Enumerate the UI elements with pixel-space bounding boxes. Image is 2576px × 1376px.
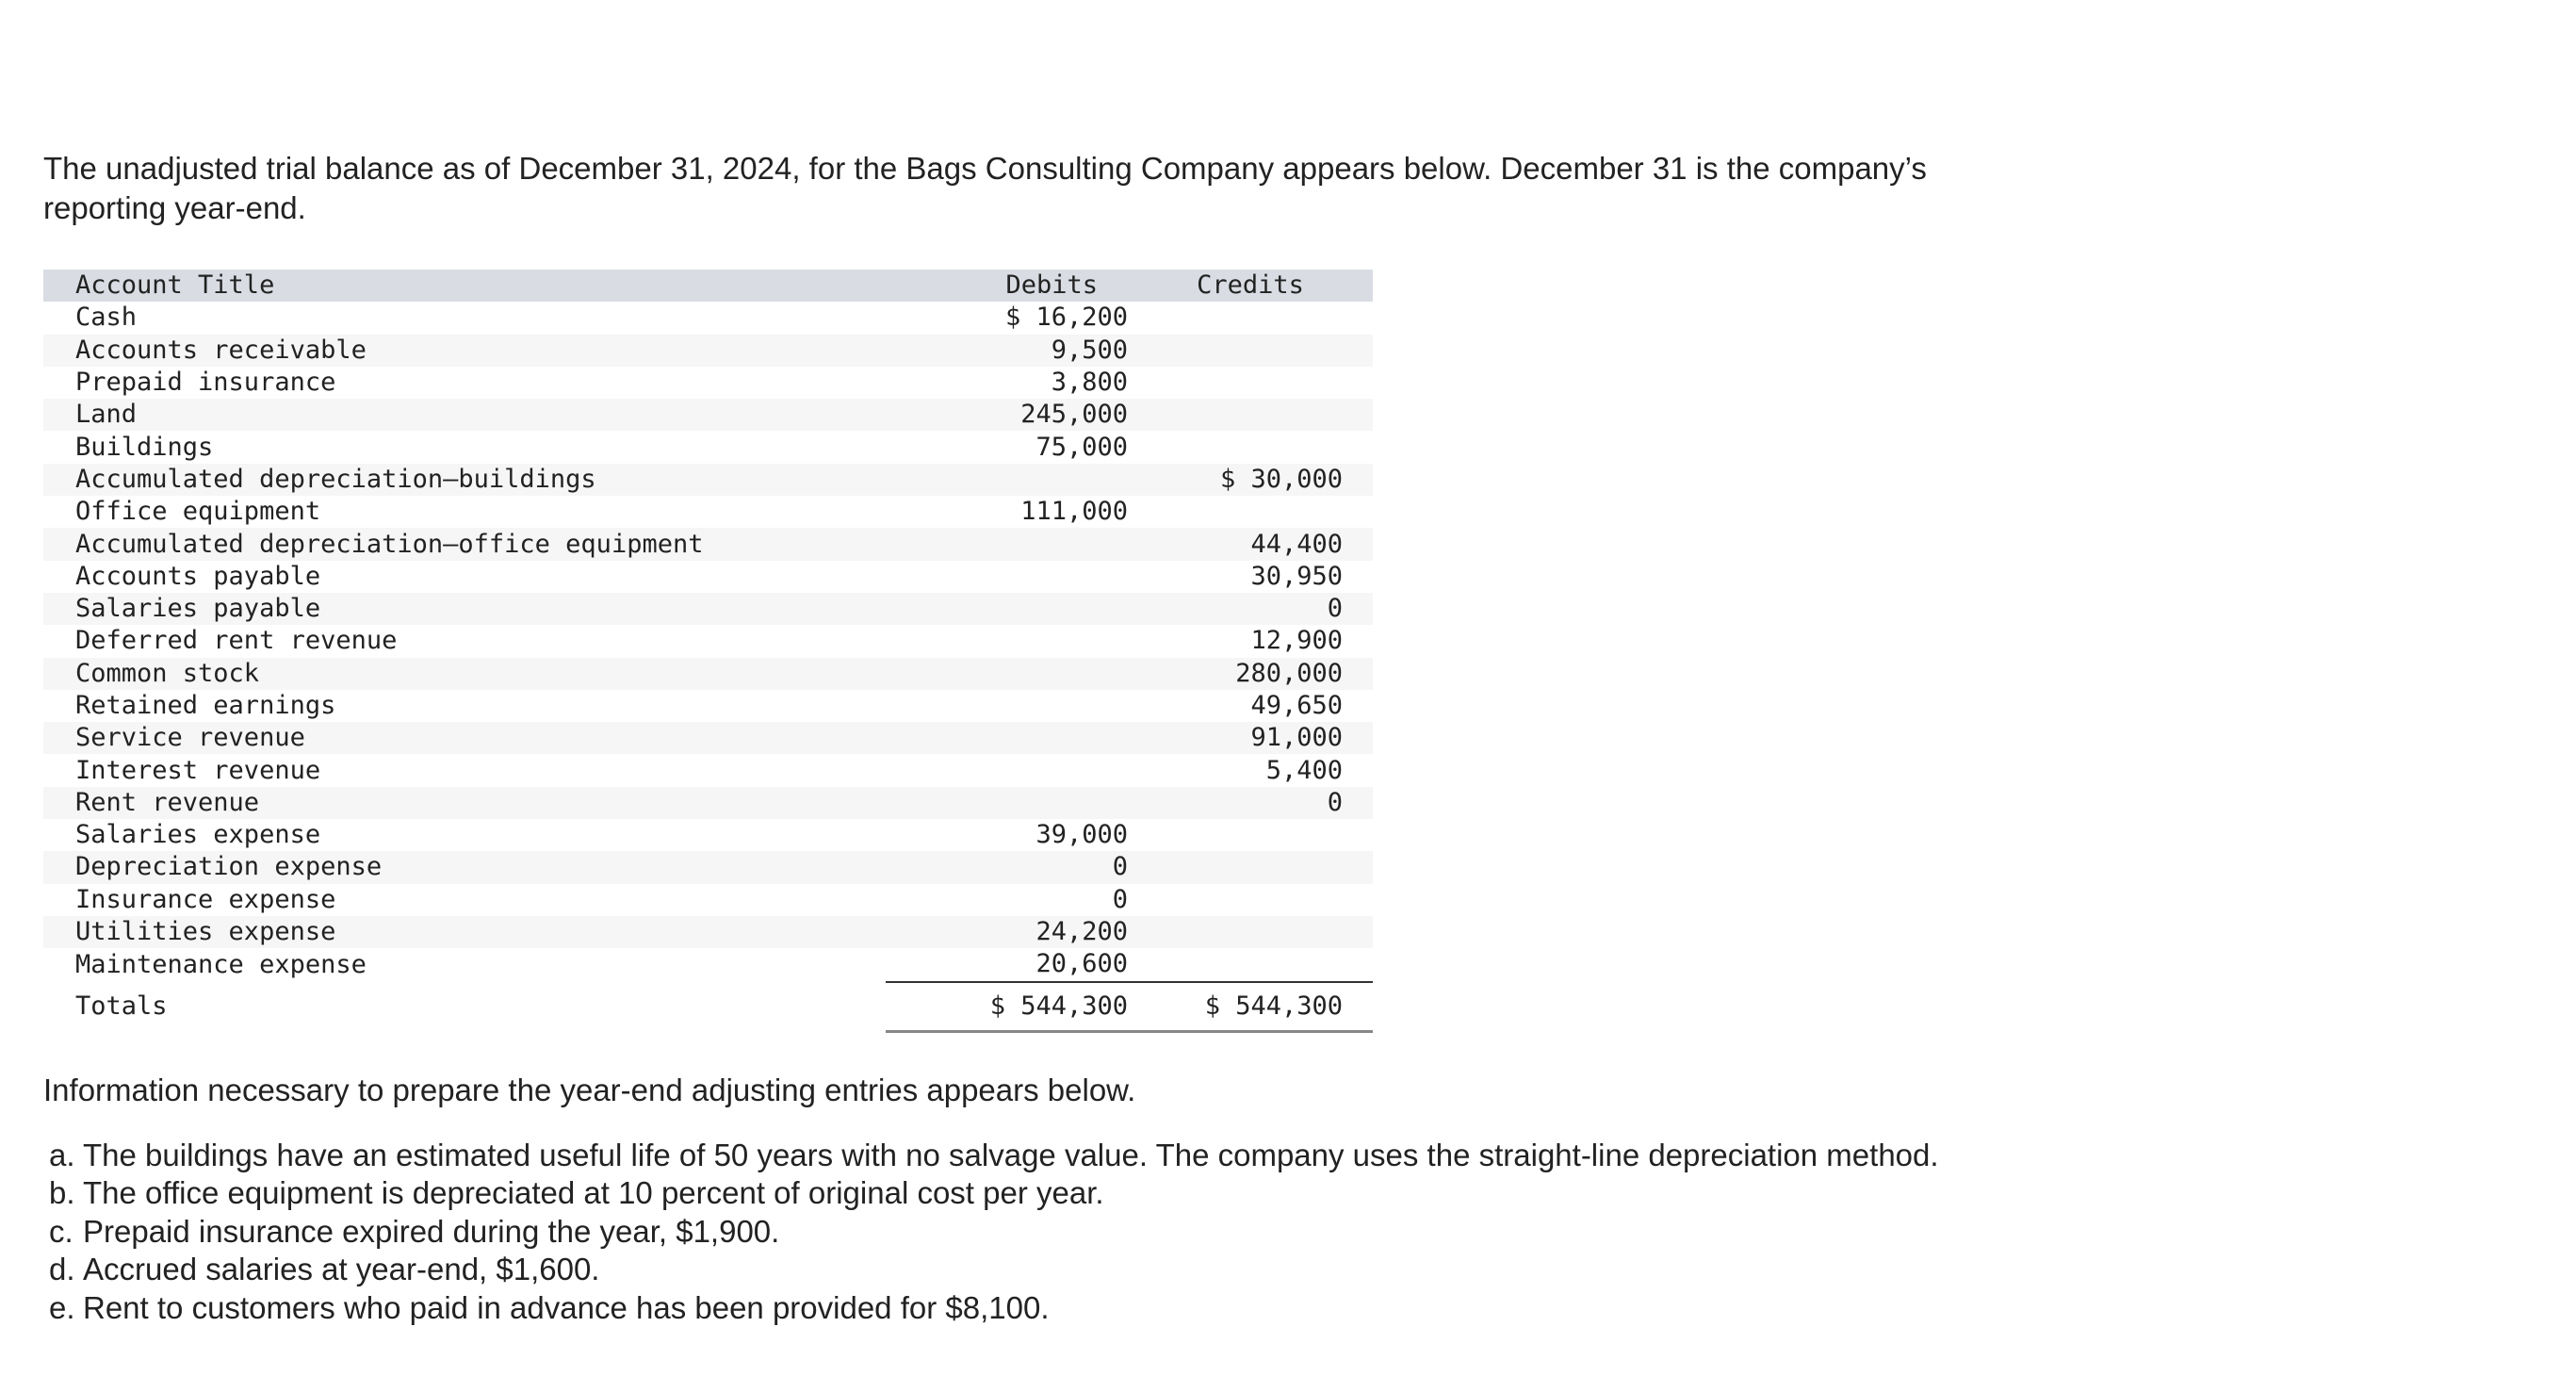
totals-debit: $ 544,300 [886, 982, 1128, 1032]
table-header-row [43, 270, 1373, 302]
list-item-text: Rent to customers who paid in advance has been provided for $8,100. [83, 1289, 1050, 1325]
list-item-letter: a. [49, 1137, 75, 1172]
credit-cell: 5,400 [1265, 755, 1343, 785]
credit-cell: 91,000 [1250, 723, 1343, 753]
debit-cell [886, 658, 1128, 690]
account-cell: Office equipment [75, 497, 321, 527]
credit-cell: 12,900 [1250, 626, 1343, 656]
table-row [43, 496, 1373, 528]
list-item [43, 1137, 2022, 1175]
account-cell: Cash [75, 303, 138, 333]
credit-cell: 280,000 [1235, 658, 1343, 688]
list-item-text: The office equipment is depreciated at 10 percent of original cost per year. [83, 1175, 1104, 1211]
intro-paragraph: The unadjusted trial balance as of December 31, 2024, for the Bags Consulting Company appears below. December 31 is the company’s reporting year-end. [43, 151, 1927, 225]
table-row [43, 819, 1373, 851]
credit-cell: 49,650 [1250, 691, 1343, 720]
debit-cell: 24,200 [1035, 917, 1128, 947]
table-row [43, 302, 1373, 334]
credit-cell [1128, 948, 1373, 981]
list-item-letter: b. [49, 1175, 75, 1211]
table-row [43, 593, 1373, 625]
list-item-letter: c. [49, 1213, 73, 1249]
account-cell: Interest revenue [75, 755, 321, 785]
list-item [43, 1213, 2022, 1252]
debit-cell: $ 16,200 [1004, 303, 1128, 333]
account-cell: Land [75, 400, 138, 430]
info-lead-paragraph: Information necessary to prepare the year-end adjusting entries appears below. [43, 1072, 1136, 1107]
account-cell: Maintenance expense [75, 949, 367, 979]
credit-cell [1128, 431, 1373, 463]
table-row [43, 399, 1373, 431]
problem-content [43, 149, 2022, 1327]
list-item-text: The buildings have an estimated useful life of 50 years with no salvage value. The company uses the straight-line depreciation method. [83, 1137, 1939, 1172]
table-row [43, 916, 1373, 948]
debit-cell: 0 [1112, 852, 1128, 882]
trial-balance-body [43, 302, 1373, 1031]
credit-cell: 44,400 [1250, 529, 1343, 559]
debit-cell: 245,000 [1020, 400, 1128, 430]
table-row [43, 754, 1373, 786]
credit-cell [1128, 916, 1373, 948]
debit-cell [886, 787, 1128, 819]
account-cell: Buildings [75, 432, 214, 462]
debit-cell: 3,800 [1051, 368, 1128, 398]
credit-cell [1128, 367, 1373, 399]
table-row [43, 625, 1373, 657]
header-account-title: Account Title [75, 270, 275, 301]
credit-cell [1128, 496, 1373, 528]
debit-cell: 75,000 [1035, 432, 1128, 462]
credit-cell: $ 30,000 [1219, 464, 1343, 494]
account-cell: Common stock [75, 658, 260, 688]
list-item-letter: e. [49, 1289, 75, 1325]
debit-cell [886, 722, 1128, 754]
list-item [43, 1251, 2022, 1289]
table-row [43, 561, 1373, 593]
list-item [43, 1174, 2022, 1213]
debit-cell [886, 561, 1128, 593]
debit-cell [886, 528, 1128, 560]
list-item-text: Accrued salaries at year-end, $1,600. [83, 1252, 600, 1287]
credit-cell: 30,950 [1250, 561, 1343, 591]
header-credits: Credits [1197, 270, 1304, 301]
account-cell: Depreciation expense [75, 852, 383, 882]
account-cell: Rent revenue [75, 787, 260, 817]
table-row [43, 528, 1373, 560]
trial-balance-table [43, 270, 1373, 1033]
table-row [43, 335, 1373, 367]
account-cell: Accumulated depreciation—buildings [75, 464, 596, 494]
credit-cell [1128, 884, 1373, 916]
adjusting-info-list [43, 1137, 2022, 1328]
table-row [43, 690, 1373, 722]
credit-cell [1128, 819, 1373, 851]
table-row [43, 367, 1373, 399]
debit-cell [886, 464, 1128, 496]
totals-row [43, 982, 1373, 1032]
table-row [43, 722, 1373, 754]
credit-cell: 0 [1327, 594, 1343, 624]
credit-cell [1128, 335, 1373, 367]
account-cell: Utilities expense [75, 917, 336, 947]
table-row [43, 851, 1373, 883]
account-cell: Deferred rent revenue [75, 626, 398, 656]
account-cell: Prepaid insurance [75, 368, 336, 398]
table-row [43, 658, 1373, 690]
credit-cell [1128, 302, 1373, 334]
account-cell: Accumulated depreciation—office equipment [75, 529, 704, 559]
table-row [43, 884, 1373, 916]
account-cell: Service revenue [75, 723, 305, 753]
credit-cell [1128, 399, 1373, 431]
table-row [43, 464, 1373, 496]
debit-cell [886, 754, 1128, 786]
list-item-letter: d. [49, 1252, 75, 1287]
totals-credit: $ 544,300 [1128, 982, 1373, 1032]
debit-cell [886, 625, 1128, 657]
table-row [43, 787, 1373, 819]
credit-cell: 0 [1327, 787, 1343, 817]
account-cell: Accounts receivable [75, 335, 367, 365]
account-cell: Retained earnings [75, 691, 336, 720]
debit-cell: 39,000 [1035, 820, 1128, 850]
debit-cell [886, 593, 1128, 625]
account-cell: Salaries payable [75, 594, 321, 624]
table-row [43, 431, 1373, 463]
table-row [43, 948, 1373, 981]
account-cell: Accounts payable [75, 561, 321, 591]
account-cell: Insurance expense [75, 884, 336, 914]
account-cell: Salaries expense [75, 820, 321, 850]
debit-cell: 20,600 [1035, 949, 1128, 979]
debit-cell: 0 [1112, 884, 1128, 914]
debit-cell [886, 690, 1128, 722]
list-item-text: Prepaid insurance expired during the year, $1,900. [83, 1213, 780, 1249]
totals-label: Totals [75, 991, 168, 1021]
credit-cell [1128, 851, 1373, 883]
header-debits: Debits [1005, 270, 1098, 301]
debit-cell: 111,000 [1020, 497, 1128, 527]
list-item [43, 1289, 2022, 1328]
debit-cell: 9,500 [1051, 335, 1128, 365]
